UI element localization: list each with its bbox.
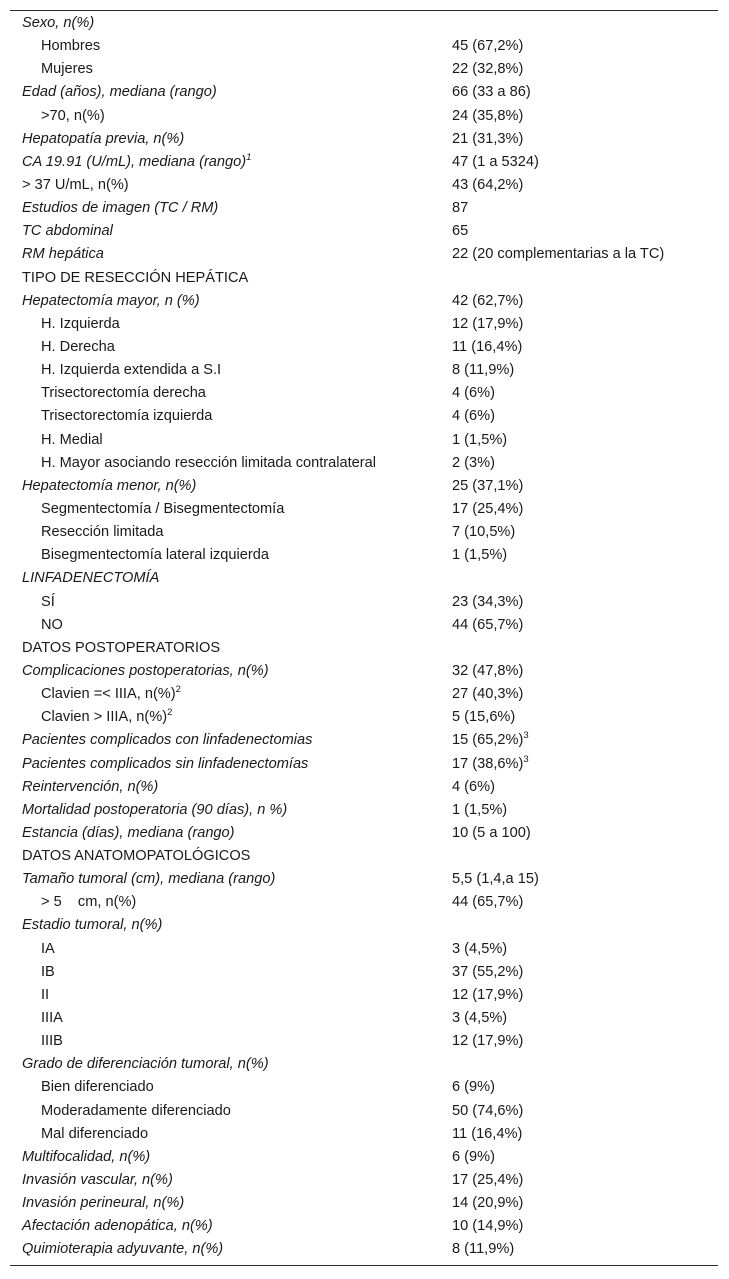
row-label-text: IIIB [41, 1033, 63, 1050]
row-label-text: IB [41, 963, 55, 980]
row-value-text: 25 (37,1%) [452, 477, 524, 494]
row-value-text: 37 (55,2%) [452, 963, 524, 980]
table-row [10, 1007, 718, 1030]
row-value-text: 5 (15,6%) [452, 709, 516, 726]
row-value-text: 8 (11,9%) [452, 1241, 515, 1258]
row-label [41, 35, 100, 58]
table-row [10, 891, 718, 914]
row-label [22, 845, 250, 868]
table-row [10, 290, 718, 313]
row-value [452, 1123, 522, 1146]
row-label-text: Trisectorectomía izquierda [41, 408, 213, 425]
row-label-text: Estancia (días), mediana (rango) [22, 824, 235, 841]
row-label [41, 1123, 148, 1146]
row-label-text: H. Izquierda [41, 315, 120, 332]
table-row [10, 868, 718, 891]
row-label-text: NO [41, 616, 63, 633]
row-value [452, 1007, 507, 1030]
row-label [22, 81, 217, 104]
table-row [10, 81, 718, 104]
table-row [10, 1053, 718, 1076]
table-row [10, 267, 718, 290]
row-label [41, 544, 269, 567]
row-label [41, 614, 63, 637]
row-value [452, 1215, 523, 1238]
row-value [452, 660, 523, 683]
table-row [10, 544, 718, 567]
row-label [22, 243, 104, 266]
row-value [452, 336, 522, 359]
row-label-text: Clavien =< IIIA, n(%) [41, 686, 176, 703]
row-value-text: 44 (65,7%) [452, 894, 524, 911]
row-value [452, 868, 539, 891]
table-row [10, 174, 718, 197]
row-value [452, 544, 507, 567]
row-label-text: Segmentectomía / Bisegmentectomía [41, 500, 285, 517]
table-row [10, 799, 718, 822]
table-row [10, 822, 718, 845]
row-value [452, 1030, 523, 1053]
row-value [452, 799, 507, 822]
row-value [452, 591, 523, 614]
row-value [452, 729, 529, 752]
row-label-text: Grado de diferenciación tumoral, n(%) [22, 1056, 269, 1073]
row-label [41, 429, 103, 452]
row-label [41, 498, 284, 521]
row-label-text: DATOS POSTOPERATORIOS [22, 639, 221, 656]
row-label-text: Trisectorectomía derecha [41, 385, 206, 402]
row-label-text: II [41, 986, 50, 1003]
row-value-text: 4 (6%) [452, 385, 495, 402]
row-value [452, 498, 523, 521]
table-row [10, 1030, 718, 1053]
row-value [452, 961, 523, 984]
table-row [10, 1123, 718, 1146]
table-row [10, 35, 718, 58]
row-value-text: 4 (6%) [452, 408, 495, 425]
table-row [10, 498, 718, 521]
row-value-text: 15 (65,2%) [452, 732, 524, 749]
table-row [10, 961, 718, 984]
row-value-text: 27 (40,3%) [452, 686, 524, 703]
row-value-text: 14 (20,9%) [452, 1195, 524, 1212]
row-label-text: RM hepática [22, 246, 104, 263]
row-value-text: 11 (16,4%) [452, 1125, 523, 1142]
row-value-text: 8 (11,9%) [452, 362, 515, 379]
table-row [10, 313, 718, 336]
row-label-text: Mortalidad postoperatoria (90 días), n %) [22, 801, 288, 818]
row-label-text: CA 19.91 (U/mL), mediana (rango) [22, 153, 247, 170]
table-row [10, 984, 718, 1007]
row-label-text: > 37 U/mL, n(%) [22, 176, 129, 193]
row-label-text: H. Izquierda extendida a S.I [41, 362, 222, 379]
row-value-text: 22 (20 complementarias a la TC) [452, 246, 665, 263]
row-value [452, 382, 495, 405]
row-label-text: Estadio tumoral, n(%) [22, 917, 163, 934]
row-value-text: 5,5 (1,4,a 15) [452, 871, 539, 888]
row-value [452, 1192, 523, 1215]
footnote-marker: 2 [175, 684, 181, 696]
row-label [22, 1146, 150, 1169]
row-value-text: 65 [452, 223, 469, 240]
row-label [41, 452, 376, 475]
row-value [452, 405, 495, 428]
row-label-text: Tamaño tumoral (cm), mediana (rango) [22, 871, 276, 888]
row-label [41, 891, 136, 914]
row-label-text: Mujeres [41, 61, 93, 78]
row-label [22, 660, 269, 683]
table-row [10, 1215, 718, 1238]
row-label [22, 290, 200, 313]
table-row [10, 336, 718, 359]
row-label [22, 567, 159, 590]
row-value [452, 35, 523, 58]
table-row [10, 405, 718, 428]
row-value [452, 683, 523, 706]
row-value-text: 12 (17,9%) [452, 315, 524, 332]
row-label [41, 382, 206, 405]
row-value-text: 3 (4,5%) [452, 1010, 508, 1027]
row-label-text: Reintervención, n(%) [22, 778, 159, 795]
row-label [41, 105, 105, 128]
table-row [10, 1076, 718, 1099]
row-label [41, 1007, 63, 1030]
row-value-text: 6 (9%) [452, 1148, 495, 1165]
row-value [452, 429, 507, 452]
table-row [10, 12, 718, 35]
table-row [10, 105, 718, 128]
row-value-text: 1 (1,5%) [452, 801, 508, 818]
row-value [452, 58, 523, 81]
row-value [452, 753, 529, 776]
row-value [452, 1146, 495, 1169]
row-value [452, 1169, 523, 1192]
row-value-text: 44 (65,7%) [452, 616, 524, 633]
row-label-text: Invasión perineural, n(%) [22, 1195, 185, 1212]
row-label-text: Mal diferenciado [41, 1125, 149, 1142]
row-label-text: Sexo, n(%) [22, 15, 95, 31]
row-label-text: Edad (años), mediana (rango) [22, 84, 217, 101]
row-value [452, 938, 507, 961]
footnote-marker: 3 [523, 753, 529, 765]
row-label [41, 313, 120, 336]
table-row [10, 1238, 718, 1261]
row-label [41, 336, 115, 359]
row-label [22, 267, 248, 290]
row-label-text: LINFADENECTOMÍA [22, 570, 160, 587]
row-value-text: 12 (17,9%) [452, 1033, 524, 1050]
row-label-text: Pacientes complicados sin linfadenectomías [22, 755, 309, 772]
row-value-text: 12 (17,9%) [452, 986, 524, 1003]
row-value [452, 475, 523, 498]
table-row [10, 776, 718, 799]
row-value-text: 50 (74,6%) [452, 1102, 524, 1119]
table-row [10, 429, 718, 452]
row-label [41, 961, 55, 984]
row-label [41, 591, 55, 614]
row-label-text: IA [41, 940, 55, 957]
row-label [22, 753, 308, 776]
table-row [10, 475, 718, 498]
row-label-text: Afectación adenopática, n(%) [22, 1218, 213, 1235]
table-row [10, 1146, 718, 1169]
footnote-marker: 3 [523, 730, 529, 742]
row-label-text: Complicaciones postoperatorias, n(%) [22, 662, 269, 679]
row-value [452, 290, 523, 313]
table-row [10, 220, 718, 243]
row-label [22, 776, 158, 799]
table-row [10, 683, 718, 706]
row-label [22, 1192, 184, 1215]
row-value-text: 42 (62,7%) [452, 292, 524, 309]
row-label-text: Hombres [41, 38, 101, 55]
row-value [452, 891, 523, 914]
table-row [10, 151, 718, 174]
row-value [452, 197, 468, 220]
table-row [10, 637, 718, 660]
row-label [41, 938, 55, 961]
table-row [10, 243, 718, 266]
row-value-text: 21 (31,3%) [452, 130, 524, 147]
row-value-text: 17 (25,4%) [452, 1172, 524, 1189]
row-value-text: 17 (38,6%) [452, 755, 524, 772]
row-label-text: H. Mayor asociando resección limitada contralateral [41, 454, 377, 471]
row-value [452, 1100, 523, 1123]
row-value [452, 359, 514, 382]
row-label-text: TC abdominal [22, 223, 113, 240]
row-label [22, 1238, 223, 1261]
row-label-text: Hepatopatía previa, n(%) [22, 130, 185, 147]
row-value [452, 128, 523, 151]
row-value [452, 776, 495, 799]
row-value-text: 2 (3%) [452, 454, 495, 471]
table-row [10, 845, 718, 868]
row-value [452, 1238, 514, 1261]
row-value [452, 81, 531, 104]
row-value [452, 706, 515, 729]
row-label-text: >70, n(%) [41, 107, 105, 124]
row-label [41, 58, 93, 81]
row-value-text: 45 (67,2%) [452, 38, 524, 55]
row-label-text: SÍ [41, 593, 55, 610]
row-label [41, 1076, 154, 1099]
row-label [22, 799, 287, 822]
table-row [10, 729, 718, 752]
table-row [10, 1100, 718, 1123]
row-label-text: Bien diferenciado [41, 1079, 154, 1096]
table-row [10, 382, 718, 405]
row-label [22, 220, 113, 243]
row-value [452, 1076, 495, 1099]
row-label-text: > 5 cm, n(%) [41, 894, 137, 911]
row-value-text: 47 (1 a 5324) [452, 153, 539, 170]
row-label [41, 521, 163, 544]
table-row [10, 706, 718, 729]
row-value-text: 24 (35,8%) [452, 107, 524, 124]
table-row [10, 452, 718, 475]
row-label-text: Invasión vascular, n(%) [22, 1172, 173, 1189]
row-label-text: Moderadamente diferenciado [41, 1102, 231, 1119]
table-row [10, 1169, 718, 1192]
row-label [41, 706, 172, 729]
row-value-text: 4 (6%) [452, 778, 495, 795]
row-label [22, 151, 251, 174]
table-row [10, 1192, 718, 1215]
row-value-text: 17 (25,4%) [452, 500, 524, 517]
row-value [452, 174, 523, 197]
table-row [10, 359, 718, 382]
row-label [41, 1030, 63, 1053]
row-value-text: 1 (1,5%) [452, 431, 508, 448]
table-row [10, 660, 718, 683]
row-label-text: H. Medial [41, 431, 103, 448]
row-label [22, 868, 275, 891]
row-label [22, 12, 94, 35]
row-label-text: Multifocalidad, n(%) [22, 1148, 151, 1165]
row-label-text: Hepatectomía mayor, n (%) [22, 292, 200, 309]
row-label [22, 729, 312, 752]
row-label [22, 822, 235, 845]
table-row [10, 197, 718, 220]
footnote-marker: 2 [167, 707, 173, 719]
row-value [452, 614, 523, 637]
row-value-text: 22 (32,8%) [452, 61, 524, 78]
table-row [10, 521, 718, 544]
row-value [452, 822, 531, 845]
row-label [22, 1215, 213, 1238]
row-value-text: 10 (5 a 100) [452, 824, 531, 841]
table-row [10, 58, 718, 81]
row-value-text: 43 (64,2%) [452, 176, 524, 193]
row-value-text: 6 (9%) [452, 1079, 495, 1096]
row-value [452, 220, 468, 243]
row-value [452, 984, 523, 1007]
row-label [22, 128, 184, 151]
data-table [10, 10, 718, 1266]
row-value-text: 1 (1,5%) [452, 547, 508, 564]
row-label-text: TIPO DE RESECCIÓN HEPÁTICA [22, 269, 249, 286]
row-label [41, 405, 212, 428]
table-row [10, 914, 718, 937]
row-value [452, 151, 539, 174]
table-row [10, 128, 718, 151]
table-row [10, 753, 718, 776]
row-value-text: 23 (34,3%) [452, 593, 524, 610]
row-label-text: Clavien > IIIA, n(%) [41, 709, 168, 726]
row-label-text: Resección limitada [41, 524, 164, 541]
row-label [41, 984, 49, 1007]
row-value-text: 3 (4,5%) [452, 940, 508, 957]
table-row [10, 591, 718, 614]
row-label [22, 197, 218, 220]
row-value [452, 105, 523, 128]
row-value [452, 313, 523, 336]
table-row [10, 567, 718, 590]
row-label-text: IIIA [41, 1010, 63, 1027]
row-label-text: Hepatectomía menor, n(%) [22, 477, 197, 494]
row-value [452, 521, 515, 544]
row-label [41, 683, 181, 706]
row-label-text: H. Derecha [41, 338, 115, 355]
row-label [22, 174, 129, 197]
row-label-text: Pacientes complicados con linfadenectomias [22, 732, 313, 749]
table-body [10, 12, 718, 1262]
row-label-text: Estudios de imagen (TC / RM) [22, 200, 219, 217]
row-value-text: 87 [452, 200, 469, 217]
row-label-text: DATOS ANATOMOPATOLÓGICOS [22, 848, 251, 865]
row-value [452, 243, 664, 266]
table-row [10, 614, 718, 637]
table-row [10, 938, 718, 961]
row-label [22, 475, 196, 498]
row-value-text: 11 (16,4%) [452, 338, 523, 355]
row-label-text: Quimioterapia adyuvante, n(%) [22, 1241, 224, 1258]
row-value-text: 7 (10,5%) [452, 524, 516, 541]
row-label-text: Bisegmentectomía lateral izquierda [41, 547, 269, 564]
row-value-text: 66 (33 a 86) [452, 84, 531, 101]
row-label [22, 1169, 173, 1192]
row-label [22, 637, 220, 660]
row-label [22, 914, 162, 937]
row-label [41, 1100, 231, 1123]
row-label [41, 359, 221, 382]
row-label [22, 1053, 269, 1076]
row-value-text: 32 (47,8%) [452, 662, 524, 679]
row-value [452, 452, 495, 475]
footnote-marker: 1 [246, 151, 252, 163]
row-value-text: 10 (14,9%) [452, 1218, 524, 1235]
